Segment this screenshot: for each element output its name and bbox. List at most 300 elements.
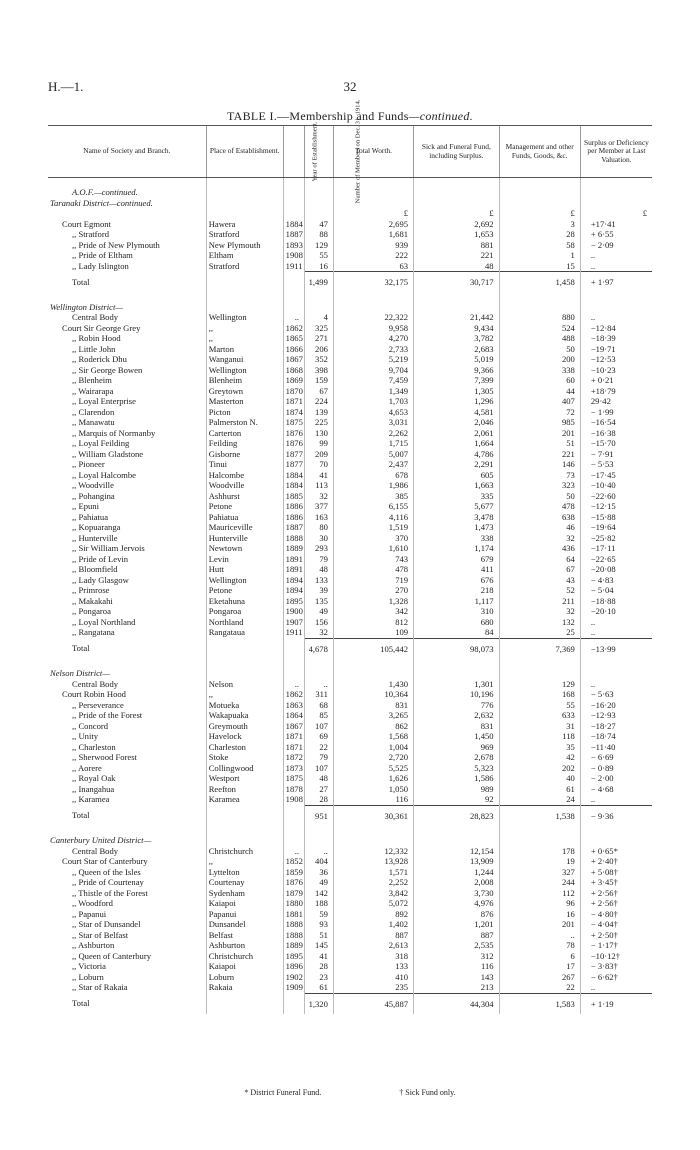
surplus-deficiency: − 1·99 [580,407,652,418]
year-established: 1864 [283,710,304,721]
branch-name: ,, Woodville [72,480,114,490]
surplus-deficiency: −18·39 [580,333,652,344]
surplus-deficiency: − 6·69 [580,752,652,763]
member-count: 130 [305,428,334,439]
management-funds: 132 [499,617,580,628]
surplus-deficiency: −25·82 [580,533,652,544]
surplus-deficiency: .. [580,679,652,690]
unit-sick: £ [414,208,500,219]
place-of-establishment: Loburn [206,972,283,983]
table-row [48,888,652,899]
total-worth: 7,459 [333,375,413,386]
member-count: 41 [305,470,334,481]
year-established: 1876 [283,438,304,449]
year-established: 1894 [283,575,304,586]
member-count: 79 [305,752,334,763]
sick-funeral-fund: 1,201 [414,919,500,930]
management-funds: 267 [499,972,580,983]
total-worth: 5,072 [333,898,413,909]
table-row [48,606,652,617]
management-funds: 221 [499,449,580,460]
total-worth: 13,928 [333,856,413,867]
place-of-establishment: Hawera [206,219,283,230]
branch-name: ,, Star of Dunsandel [72,919,141,929]
member-count: 49 [305,606,334,617]
surplus-deficiency: + 5·08† [580,867,652,878]
total-worth: 1,328 [333,596,413,607]
table-row [48,491,652,502]
member-count: 352 [305,354,334,365]
year-established: 1878 [283,784,304,795]
branch-name: ,, Queen of Canterbury [72,950,151,961]
year-established: 1895 [283,596,304,607]
place-of-establishment: Christchurch [206,846,283,857]
sick-funeral-fund: 116 [414,961,500,972]
place-of-establishment: Pongaroa [206,606,283,617]
year-established: 1863 [283,700,304,711]
place-of-establishment: Dunsandel [206,919,283,930]
place-of-establishment: Lyttelton [206,867,283,878]
sick-funeral-fund: 84 [414,627,500,638]
surplus-deficiency: − 4·04† [580,919,652,930]
table-row [48,522,652,533]
branch-name: Court Sir George Grey [62,322,141,333]
table-row [48,867,652,878]
total-members: 4,678 [305,638,334,659]
member-count: 32 [305,627,334,638]
surplus-deficiency: −16·38 [580,428,652,439]
col-header-sick: Sick and Funeral Fund, including Surplus. [414,126,500,178]
branch-name: ,, Sir George Bowen [72,364,143,375]
total-worth: 1,610 [333,543,413,554]
year-established: 1874 [283,407,304,418]
surplus-deficiency: +17·41 [580,219,652,230]
footnotes [0,1088,700,1097]
table-row [48,617,652,628]
sick-funeral-fund: 680 [414,617,500,628]
sick-funeral-fund: 3,478 [414,512,500,523]
total-worth: 3,031 [333,417,413,428]
col-header-members [305,99,362,204]
branch-name: ,, Rangatana [72,627,115,638]
branch-name: Court Robin Hood [62,689,126,699]
table-row [48,512,652,523]
surplus-deficiency: −11·40 [580,742,652,753]
section-total-row [48,638,652,659]
sick-funeral-fund: 881 [414,240,500,251]
col-header-year-text: Year of Establishment. [311,121,319,182]
total-worth: 12,332 [333,846,413,857]
section-title: Canterbury United District— [50,835,152,845]
table-row [48,250,652,261]
total-worth: 370 [333,533,413,544]
sick-funeral-fund: 1,174 [414,543,500,554]
place-of-establishment: Carterton [206,428,283,439]
total-worth: 2,613 [333,940,413,951]
place-of-establishment: Charleston [206,742,283,753]
table-title-main: TABLE I.—Membership and Funds [226,109,409,123]
section-title: Taranaki District—continued. [50,197,153,208]
table-row [48,721,652,732]
col-header-worth: Total Worth. [333,126,413,178]
table-row [48,417,652,428]
sick-funeral-fund: 1,244 [414,867,500,878]
management-funds: 60 [499,375,580,386]
surplus-deficiency: .. [580,250,652,261]
total-worth-sum: 45,887 [333,993,413,1014]
branch-name: ,, Primrose [72,585,110,595]
branch-name: ,, Lady Glasgow [72,574,129,585]
member-count: 47 [305,219,334,230]
total-worth: 719 [333,575,413,586]
member-count: 88 [305,229,334,240]
table-row [48,679,652,690]
surplus-deficiency: .. [580,261,652,272]
section-total-row [48,272,652,293]
table-row [48,480,652,491]
branch-name: ,, Kopuaranga [72,522,121,532]
sick-funeral-fund: 2,692 [414,219,500,230]
place-of-establishment: Halcombe [206,470,283,481]
sick-funeral-fund: 1,663 [414,480,500,491]
table-row [48,731,652,742]
year-established: 1852 [283,856,304,867]
year-established: 1895 [283,951,304,962]
sick-funeral-fund: 9,434 [414,323,500,334]
place-of-establishment: Wakapuaka [206,710,283,721]
surplus-deficiency: + 0·65* [580,846,652,857]
sick-funeral-fund: 2,683 [414,344,500,355]
col-header-name: Name of Society and Branch. [48,126,206,178]
branch-name: Court Egmont [62,218,111,229]
table-row [48,794,652,805]
management-funds: 3 [499,219,580,230]
place-of-establishment: Greymouth [206,721,283,732]
branch-name: ,, Blenheim [72,375,112,385]
unit-mgmt: £ [499,208,580,219]
table-row [48,261,652,272]
surplus-deficiency: − 3·83† [580,961,652,972]
year-established: 1862 [283,323,304,334]
total-management: 1,538 [499,805,580,826]
sick-funeral-fund: 213 [414,982,500,993]
sick-funeral-fund: 12,154 [414,846,500,857]
member-count: 142 [305,888,334,899]
place-of-establishment: ,, [206,689,283,700]
sick-funeral-fund: 605 [414,470,500,481]
table-row [48,333,652,344]
section-header-row [48,835,652,846]
surplus-deficiency: − 5·63 [580,689,652,700]
place-of-establishment: Karamea [206,794,283,805]
branch-name: ,, Pahiatua [72,511,109,522]
place-of-establishment: Woodville [206,480,283,491]
spacer-row [48,178,652,188]
total-sick-fund: 28,823 [414,805,500,826]
place-of-establishment: Westport [206,773,283,784]
year-established: 1891 [283,564,304,575]
management-funds: .. [499,930,580,941]
sick-funeral-fund: 876 [414,909,500,920]
place-of-establishment: Greytown [206,386,283,397]
branch-name: ,, Star of Rakaia [72,982,128,993]
member-count: .. [305,846,334,857]
total-label: Total [72,643,90,654]
branch-name: ,, Epuni [72,501,99,511]
spacer-row [48,293,652,302]
management-funds: 202 [499,763,580,774]
management-funds: 407 [499,396,580,407]
member-count: 61 [305,982,334,993]
sick-funeral-fund: 3,782 [414,333,500,344]
sick-funeral-fund: 13,909 [414,856,500,867]
table-row [48,763,652,774]
total-worth: 63 [333,261,413,272]
branch-name: ,, Loyal Enterprise [72,396,136,406]
management-funds: 524 [499,323,580,334]
table-row [48,564,652,575]
total-sick-fund: 98,073 [414,638,500,659]
col-header-year [283,121,319,182]
branch-name: ,, Roderick Dhu [72,354,127,364]
table-row [48,846,652,857]
year-established: 1902 [283,972,304,983]
total-worth: 109 [333,627,413,638]
surplus-deficiency: −17·45 [580,470,652,481]
place-of-establishment: Eketahuna [206,596,283,607]
table-row [48,585,652,596]
place-of-establishment: Palmerston N. [206,417,283,428]
management-funds: 51 [499,438,580,449]
total-worth: 385 [333,491,413,502]
surplus-deficiency: −12·93 [580,710,652,721]
total-worth: 1,004 [333,742,413,753]
surplus-deficiency: −12·84 [580,323,652,334]
place-of-establishment: Collingwood [206,763,283,774]
branch-name: ,, Pioneer [72,459,105,469]
table-row [48,773,652,784]
surplus-deficiency: + 3·45† [580,877,652,888]
year-established: 1881 [283,909,304,920]
place-of-establishment: ,, [206,856,283,867]
table-row [48,856,652,867]
place-of-establishment: Tinui [206,459,283,470]
surplus-deficiency: + 6·55 [580,229,652,240]
management-funds: 55 [499,700,580,711]
table-row [48,375,652,386]
table-row [48,575,652,586]
sick-funeral-fund: 679 [414,554,500,565]
sick-funeral-fund: 4,786 [414,449,500,460]
management-funds: 46 [499,522,580,533]
branch-name: ,, Loyal Halcombe [72,469,136,480]
management-funds: 211 [499,596,580,607]
sick-funeral-fund: 2,046 [414,417,500,428]
total-worth: 9,958 [333,323,413,334]
management-funds: 42 [499,752,580,763]
year-established: 1880 [283,898,304,909]
place-of-establishment: Rakaia [206,982,283,993]
sick-funeral-fund: 10,196 [414,689,500,700]
order-label-row [48,187,652,198]
total-label: Total [72,810,90,821]
management-funds: 50 [499,344,580,355]
total-worth: 1,715 [333,438,413,449]
sick-funeral-fund: 3,730 [414,888,500,899]
year-established: 1867 [283,721,304,732]
year-established: 1859 [283,867,304,878]
surplus-deficiency: .. [580,617,652,628]
place-of-establishment: Stoke [206,752,283,763]
total-sick-fund: 44,304 [414,993,500,1014]
management-funds: 15 [499,261,580,272]
member-count: 163 [305,512,334,523]
total-members: 951 [305,805,334,826]
member-count: 32 [305,491,334,502]
management-funds: 96 [499,898,580,909]
total-worth: 342 [333,606,413,617]
sick-funeral-fund: 1,305 [414,386,500,397]
place-of-establishment: Wellington [206,312,283,323]
branch-name: ,, Pongaroa [72,606,111,616]
total-management: 1,458 [499,272,580,293]
place-of-establishment: Papanui [206,909,283,920]
year-established: 1888 [283,919,304,930]
table-row [48,898,652,909]
member-count: 129 [305,240,334,251]
sick-funeral-fund: 969 [414,742,500,753]
year-established: 1889 [283,543,304,554]
member-count: 159 [305,375,334,386]
member-count: 27 [305,784,334,795]
year-established: 1862 [283,689,304,700]
member-count: 93 [305,919,334,930]
sick-funeral-fund: 2,632 [414,710,500,721]
table-row [48,365,652,376]
table-row [48,742,652,753]
total-worth: 478 [333,564,413,575]
branch-name: ,, Concord [72,720,109,731]
sick-funeral-fund: 312 [414,951,500,962]
member-count: 225 [305,417,334,428]
col-header-members-text: Number of Members on Dec. 31, 1914. [354,99,362,204]
management-funds: 73 [499,470,580,481]
member-count: 55 [305,250,334,261]
surplus-deficiency: −20·08 [580,564,652,575]
table-title-suffix: —continued. [408,109,474,123]
total-worth: 2,733 [333,344,413,355]
place-of-establishment: Christchurch [206,951,283,962]
table-row [48,784,652,795]
total-worth: 1,986 [333,480,413,491]
sick-funeral-fund: 310 [414,606,500,617]
total-management: 7,369 [499,638,580,659]
sick-funeral-fund: 218 [414,585,500,596]
total-worth: 22,322 [333,312,413,323]
total-worth: 116 [333,794,413,805]
management-funds: 52 [499,585,580,596]
management-funds: 44 [499,386,580,397]
total-worth: 3,265 [333,710,413,721]
management-funds: 436 [499,543,580,554]
total-worth: 5,525 [333,763,413,774]
place-of-establishment: Wanganui [206,354,283,365]
sick-funeral-fund: 1,450 [414,731,500,742]
total-worth: 1,519 [333,522,413,533]
place-of-establishment: Motueka [206,700,283,711]
member-count: 69 [305,731,334,742]
surplus-deficiency: −18·74 [580,731,652,742]
sick-funeral-fund: 2,678 [414,752,500,763]
branch-name: Central Body [72,845,119,856]
member-count: 99 [305,438,334,449]
total-worth-sum: 30,361 [333,805,413,826]
sick-funeral-fund: 1,473 [414,522,500,533]
table-title [0,109,700,124]
table-row [48,449,652,460]
total-management: 1,583 [499,993,580,1014]
place-of-establishment: Kaiapoi [206,898,283,909]
management-funds: 64 [499,554,580,565]
total-worth: 4,116 [333,512,413,523]
year-established: 1875 [283,417,304,428]
total-worth: 892 [333,909,413,920]
table-row [48,752,652,763]
section-header-row [48,198,652,209]
year-established: 1873 [283,763,304,774]
branch-name: ,, Pride of Courtenay [72,877,144,887]
management-funds: 1 [499,250,580,261]
branch-name: ,, Inangahua [72,783,115,794]
branch-name: ,, Perseverance [72,699,124,710]
branch-name: Court Star of Canterbury [62,856,148,866]
table-row [48,354,652,365]
table-row [48,689,652,700]
place-of-establishment: Courtenay [206,877,283,888]
branch-name: ,, Karamea [72,794,110,805]
management-funds: 58 [499,240,580,251]
total-worth: 6,155 [333,501,413,512]
place-of-establishment: New Plymouth [206,240,283,251]
year-established: 1884 [283,470,304,481]
total-worth-sum: 105,442 [333,638,413,659]
year-established: .. [283,846,304,857]
table-row [48,344,652,355]
sick-funeral-fund: 887 [414,930,500,941]
place-of-establishment: Ashhurst [206,491,283,502]
member-count: 4 [305,312,334,323]
table-row [48,951,652,962]
table-row [48,396,652,407]
surplus-deficiency: − 5·04 [580,585,652,596]
management-funds: 112 [499,888,580,899]
surplus-deficiency: − 7·91 [580,449,652,460]
surplus-deficiency: −20·10 [580,606,652,617]
sick-funeral-fund: 1,117 [414,596,500,607]
management-funds: 129 [499,679,580,690]
year-established: 1885 [283,491,304,502]
sick-funeral-fund: 1,664 [414,438,500,449]
year-established: 1888 [283,533,304,544]
total-surplus: + 1·97 [580,272,652,293]
place-of-establishment: Marton [206,344,283,355]
table-row [48,961,652,972]
total-worth: 133 [333,961,413,972]
member-count: 293 [305,543,334,554]
year-established: 1871 [283,396,304,407]
surplus-deficiency: + 0·21 [580,375,652,386]
surplus-deficiency: − 1·17† [580,940,652,951]
